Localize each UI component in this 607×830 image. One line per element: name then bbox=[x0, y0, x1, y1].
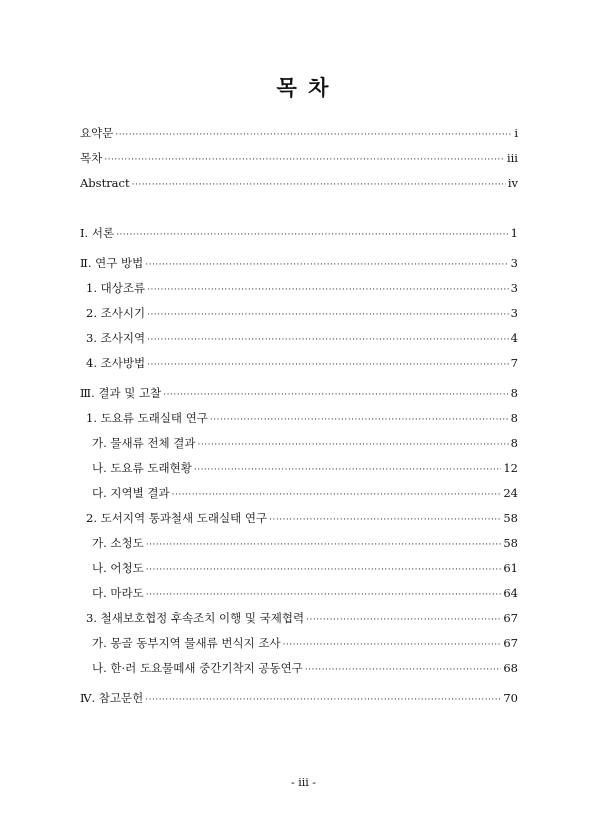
toc-entry-section[interactable] bbox=[86, 511, 518, 527]
leader-dots bbox=[146, 563, 502, 577]
toc-entry-subsection[interactable] bbox=[92, 486, 518, 502]
leader-dots bbox=[305, 663, 502, 677]
toc-entry-subsection[interactable] bbox=[92, 536, 518, 552]
toc-entry-page: 58 bbox=[503, 511, 518, 525]
leader-dots bbox=[194, 463, 502, 477]
toc-entry-label: 2. 조사시기 bbox=[86, 306, 146, 320]
toc-entry-subsection[interactable] bbox=[92, 561, 518, 577]
toc-entry-page: 67 bbox=[503, 611, 518, 625]
toc-entry-page: 70 bbox=[503, 691, 518, 705]
toc-entry-section[interactable] bbox=[86, 611, 518, 627]
toc-entry-page: 3 bbox=[510, 281, 518, 295]
leader-dots bbox=[145, 693, 501, 707]
toc-entry-subsection[interactable] bbox=[92, 586, 518, 602]
leader-dots bbox=[210, 413, 509, 427]
toc-entry-page: 1 bbox=[510, 226, 518, 240]
toc-entry-contents[interactable] bbox=[80, 151, 518, 167]
page-title: 목 차 bbox=[276, 75, 331, 100]
toc-entry-chapter-1[interactable] bbox=[80, 226, 518, 242]
toc-entry-page: 8 bbox=[510, 411, 518, 425]
toc-entry-subsection[interactable] bbox=[92, 461, 518, 477]
toc-entry-label: 3. 철새보호협정 후속조치 이행 및 국제협력 bbox=[86, 611, 305, 625]
toc-entry-label: 가. 몽골 동부지역 물새류 번식지 조사 bbox=[92, 636, 281, 650]
toc-entry-label: 나. 한·러 도요물떼새 중간기착지 공동연구 bbox=[92, 661, 303, 675]
toc-entry-label: 3. 조사지역 bbox=[86, 331, 146, 345]
toc-entry-label: Ⅰ. 서론 bbox=[80, 226, 115, 240]
toc-entry-page: 3 bbox=[510, 306, 518, 320]
leader-dots bbox=[198, 438, 509, 452]
page-number-footer: - iii - bbox=[291, 776, 316, 789]
toc-entry-page: iv bbox=[507, 176, 518, 190]
toc-entry-chapter-4[interactable] bbox=[80, 691, 518, 707]
toc-entry-label: 나. 도요류 도래현황 bbox=[92, 461, 192, 475]
toc-entry-label: 나. 어청도 bbox=[92, 561, 144, 575]
toc-entry-label: 요약문 bbox=[80, 126, 114, 140]
toc-entry-section[interactable] bbox=[86, 281, 518, 297]
leader-dots bbox=[147, 308, 509, 322]
toc-entry-label: 목차 bbox=[80, 151, 103, 165]
toc-entry-chapter-3[interactable] bbox=[80, 386, 518, 402]
leader-dots bbox=[115, 128, 512, 142]
toc-entry-abstract[interactable] bbox=[80, 176, 518, 192]
toc-entry-page: 7 bbox=[510, 356, 518, 370]
toc-entry-page: 58 bbox=[503, 536, 518, 550]
leader-dots bbox=[147, 333, 509, 347]
toc-entry-page: iii bbox=[506, 151, 518, 165]
leader-dots bbox=[172, 488, 502, 502]
toc-entry-subsection[interactable] bbox=[92, 636, 518, 652]
leader-dots bbox=[306, 613, 501, 627]
toc-entry-page: 8 bbox=[510, 436, 518, 450]
leader-dots bbox=[283, 638, 502, 652]
toc-entry-label: Ⅲ. 결과 및 고찰 bbox=[80, 386, 162, 400]
leader-dots bbox=[146, 538, 502, 552]
toc-entry-page: i bbox=[514, 126, 518, 140]
toc-entry-label: 1. 도요류 도래실태 연구 bbox=[86, 411, 208, 425]
toc-entry-label: 다. 지역별 결과 bbox=[92, 486, 170, 500]
leader-dots bbox=[145, 258, 508, 272]
toc-entry-page: 8 bbox=[510, 386, 518, 400]
toc-entry-label: Ⅳ. 참고문헌 bbox=[80, 691, 144, 705]
toc-entry-label: Abstract bbox=[80, 176, 130, 190]
toc-entry-page: 67 bbox=[503, 636, 518, 650]
leader-dots bbox=[132, 178, 506, 192]
toc-entry-page: 68 bbox=[503, 661, 518, 675]
toc-entry-page: 64 bbox=[503, 586, 518, 600]
leader-dots bbox=[147, 283, 509, 297]
toc-entry-label: 다. 마라도 bbox=[92, 586, 144, 600]
toc-entry-section[interactable] bbox=[86, 306, 518, 322]
toc-entry-section[interactable] bbox=[86, 331, 518, 347]
toc-entry-page: 4 bbox=[510, 331, 518, 345]
leader-dots bbox=[269, 513, 501, 527]
toc-entry-label: 가. 소청도 bbox=[92, 536, 144, 550]
toc-entry-section[interactable] bbox=[86, 411, 518, 427]
toc-entry-subsection[interactable] bbox=[92, 661, 518, 677]
toc-entry-subsection[interactable] bbox=[92, 436, 518, 452]
toc-entry-label: 2. 도서지역 통과철새 도래실태 연구 bbox=[86, 511, 268, 525]
toc-entry-page: 12 bbox=[503, 461, 518, 475]
toc-entry-page: 3 bbox=[510, 256, 518, 270]
toc-entry-page: 24 bbox=[503, 486, 518, 500]
leader-dots bbox=[116, 228, 509, 242]
toc-entry-summary[interactable] bbox=[80, 126, 518, 142]
toc-entry-page: 61 bbox=[503, 561, 518, 575]
toc-entry-label: 4. 조사방법 bbox=[86, 356, 146, 370]
leader-dots bbox=[163, 388, 508, 402]
toc-entry-chapter-2[interactable] bbox=[80, 256, 518, 272]
leader-dots bbox=[146, 588, 502, 602]
leader-dots bbox=[104, 153, 505, 167]
leader-dots bbox=[147, 358, 509, 372]
toc-entry-section[interactable] bbox=[86, 356, 518, 372]
toc-entry-label: 1. 대상조류 bbox=[86, 281, 146, 295]
toc-entry-label: 가. 물새류 전체 결과 bbox=[92, 436, 196, 450]
toc-entry-label: Ⅱ. 연구 방법 bbox=[80, 256, 144, 270]
